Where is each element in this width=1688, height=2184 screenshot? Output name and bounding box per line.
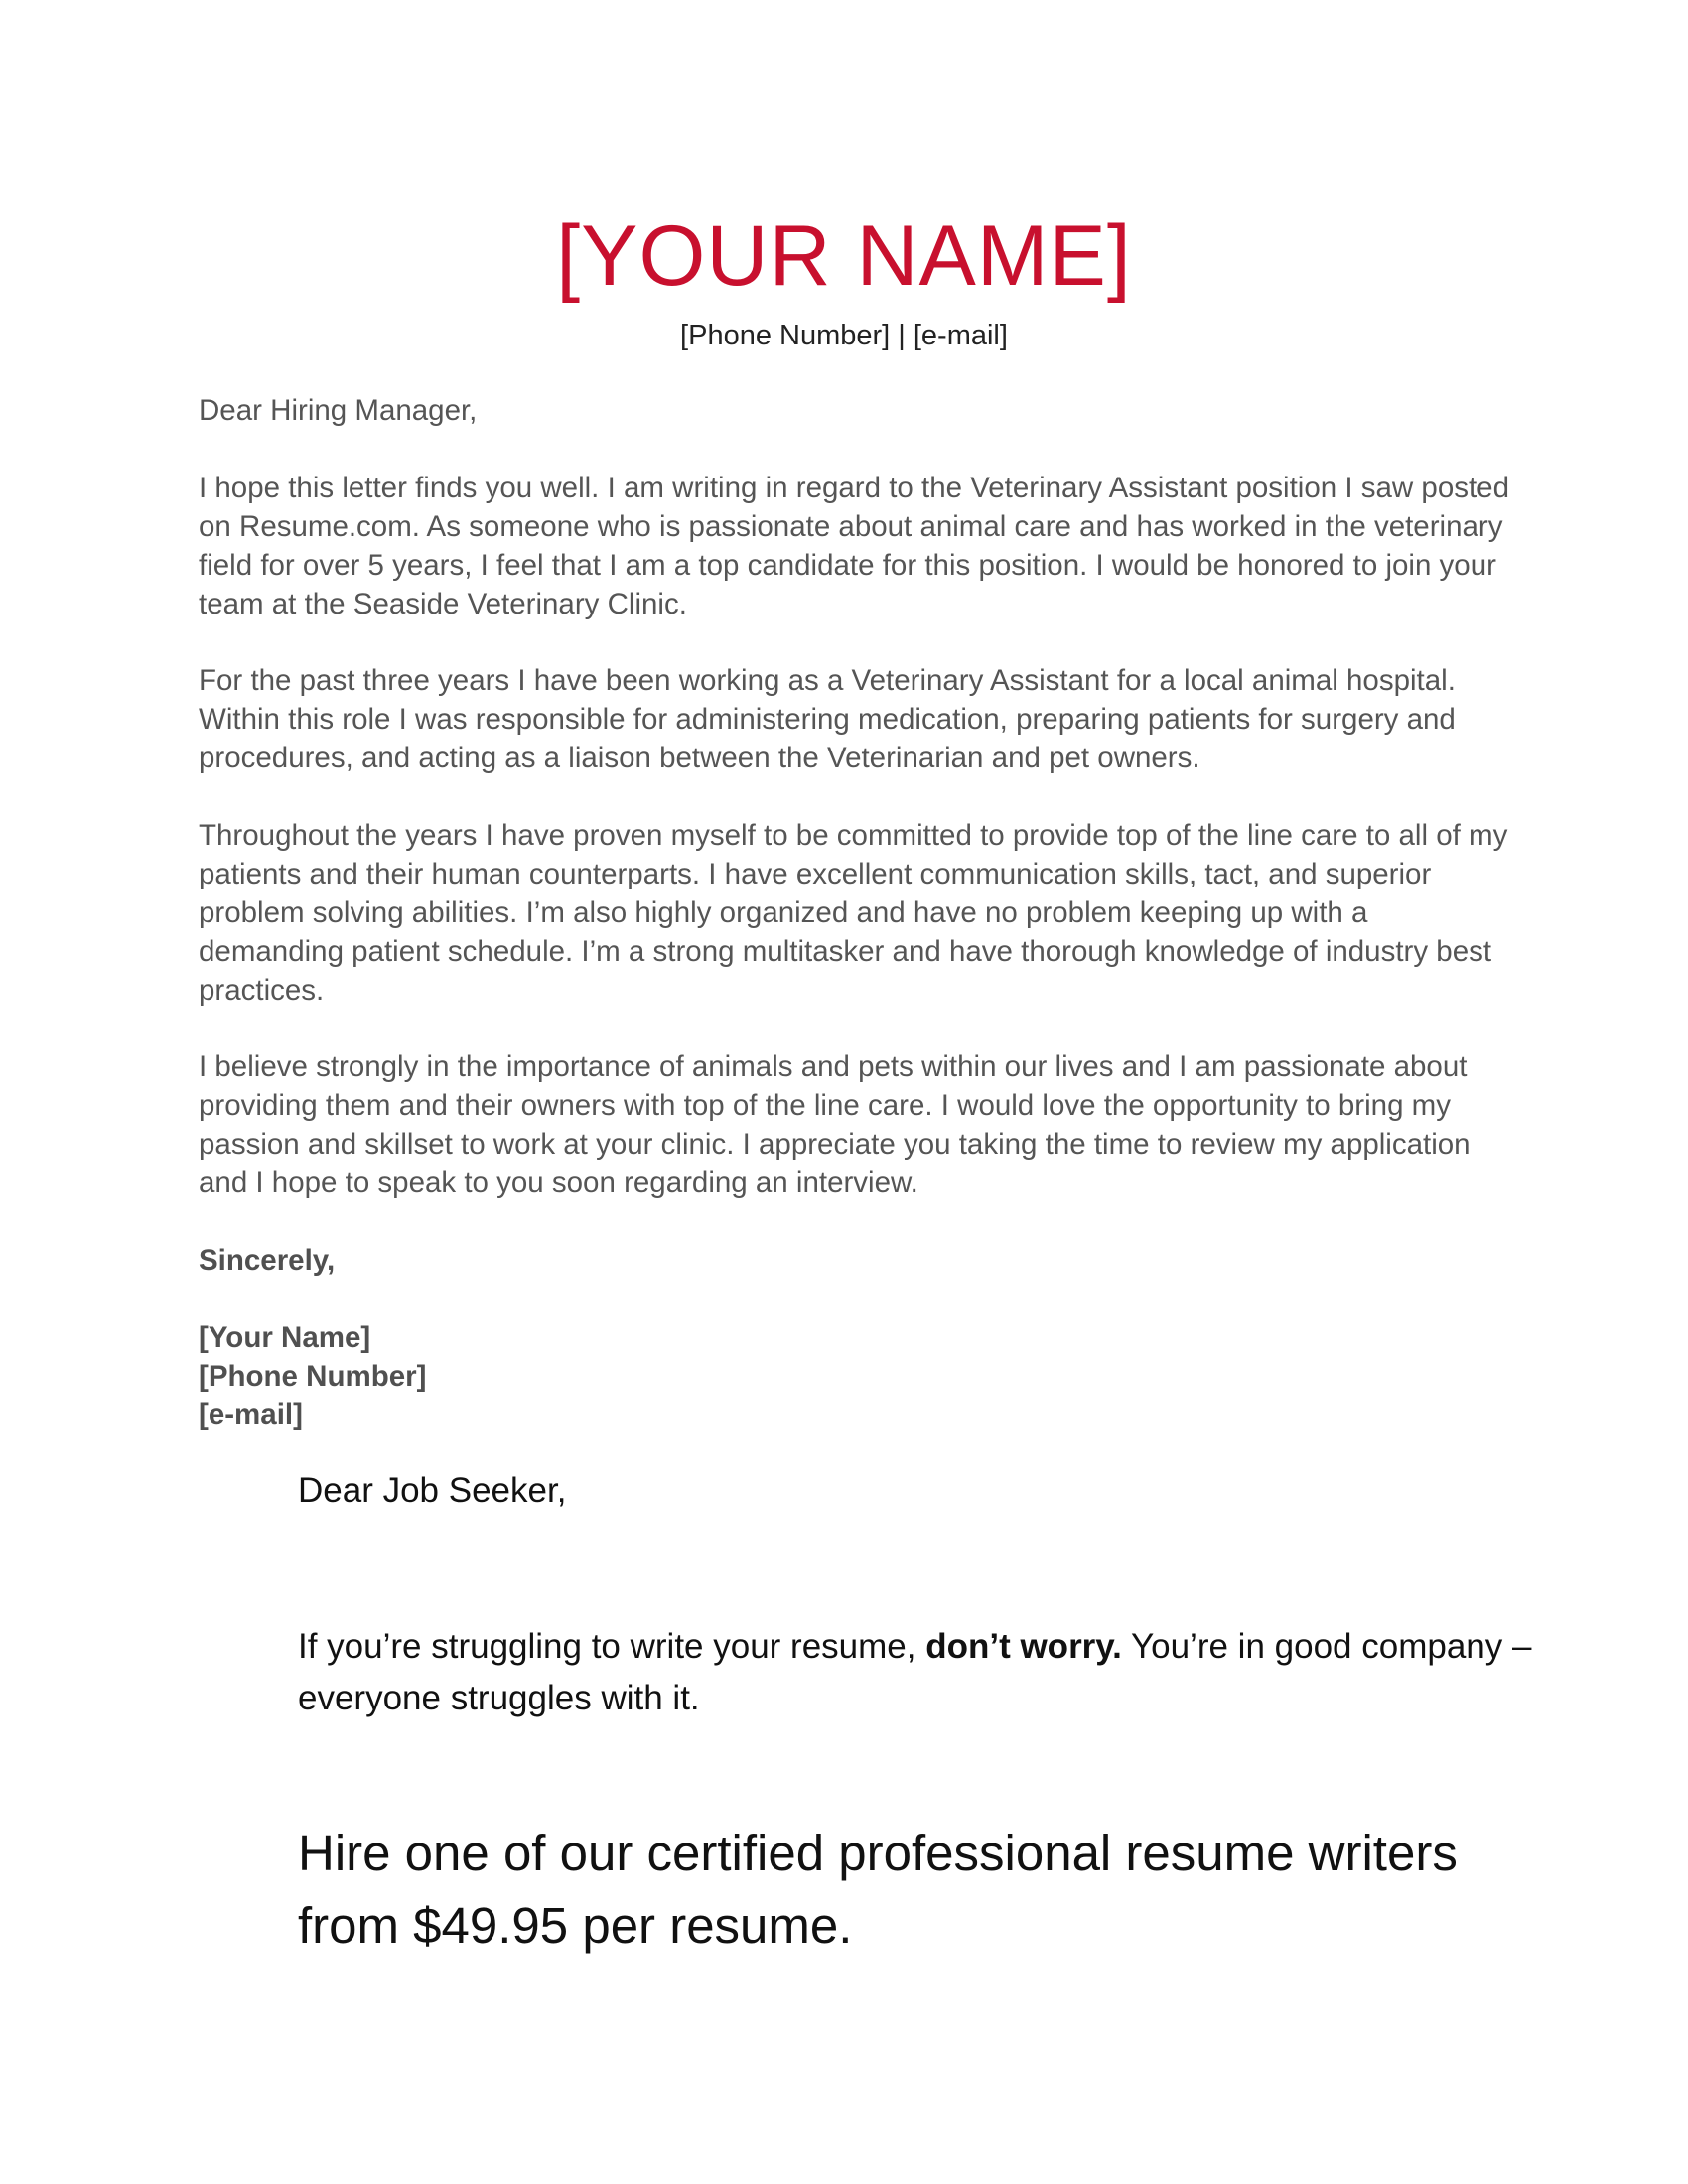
letter-salutation: Dear Hiring Manager,: [199, 394, 478, 427]
ad-message-emphasis: don’t worry.: [925, 1627, 1122, 1666]
signature-name: [Your Name]: [199, 1320, 371, 1354]
letter-paragraph: For the past three years I have been working as a Veterinary Assistant for a local animal hospital. Within this role I was responsible for administering medication, preparing patients for surgery and procedures, and acting as a liaison between the Veterinarian and pet owners.: [199, 664, 1456, 775]
letter-closing: Sincerely,: [199, 1243, 336, 1277]
letter-paragraph: Throughout the years I have proven myself to be committed to provide top of the line care to all of my patients and their human counterparts. I have excellent communication skills, tact, and superior problem solving abilities. I’m also highly organized and have no problem keeping up with a demanding patient schedule. I’m a strong multitasker and have thorough knowledge of industry best practices.: [199, 818, 1508, 1007]
signature-email: [e-mail]: [199, 1398, 303, 1432]
ad-message: [298, 1621, 1539, 1724]
letter-paragraph: I believe strongly in the importance of animals and pets within our lives and I am passionate about providing them and their owners with top of the line care. I would love the opportunity to bring my passion and skillset to work at your clinic. I appreciate you taking the time to review my application and I hope to speak to you soon regarding an interview.: [199, 1050, 1471, 1200]
ad-call-to-action: Hire one of our certified professional resume writers from $49.95 per resume.: [298, 1825, 1458, 1954]
signature-phone: [Phone Number]: [199, 1359, 427, 1393]
signature-block: [199, 1319, 1509, 1435]
ad-greeting: Dear Job Seeker,: [298, 1471, 567, 1510]
ad-message-end: You’re in good company – everyone struggles with it.: [298, 1627, 1532, 1717]
letter-paragraph: I hope this letter finds you well. I am writing in regard to the Veterinary Assistant position I saw posted on Resume.com. As someone who is passionate about animal care and has worked in the veterinary field for over 5 years, I feel that I am a top candidate for this position. I would be honored to join your team at the Seaside Veterinary Clinic.: [199, 471, 1509, 620]
cover-letter-body: [199, 392, 1509, 1434]
ad-message-start: If you’re struggling to write your resume,: [298, 1627, 926, 1666]
applicant-contact-line: [Phone Number] | [e-mail]: [680, 320, 1008, 351]
applicant-name-heading: [YOUR NAME]: [556, 208, 1132, 304]
